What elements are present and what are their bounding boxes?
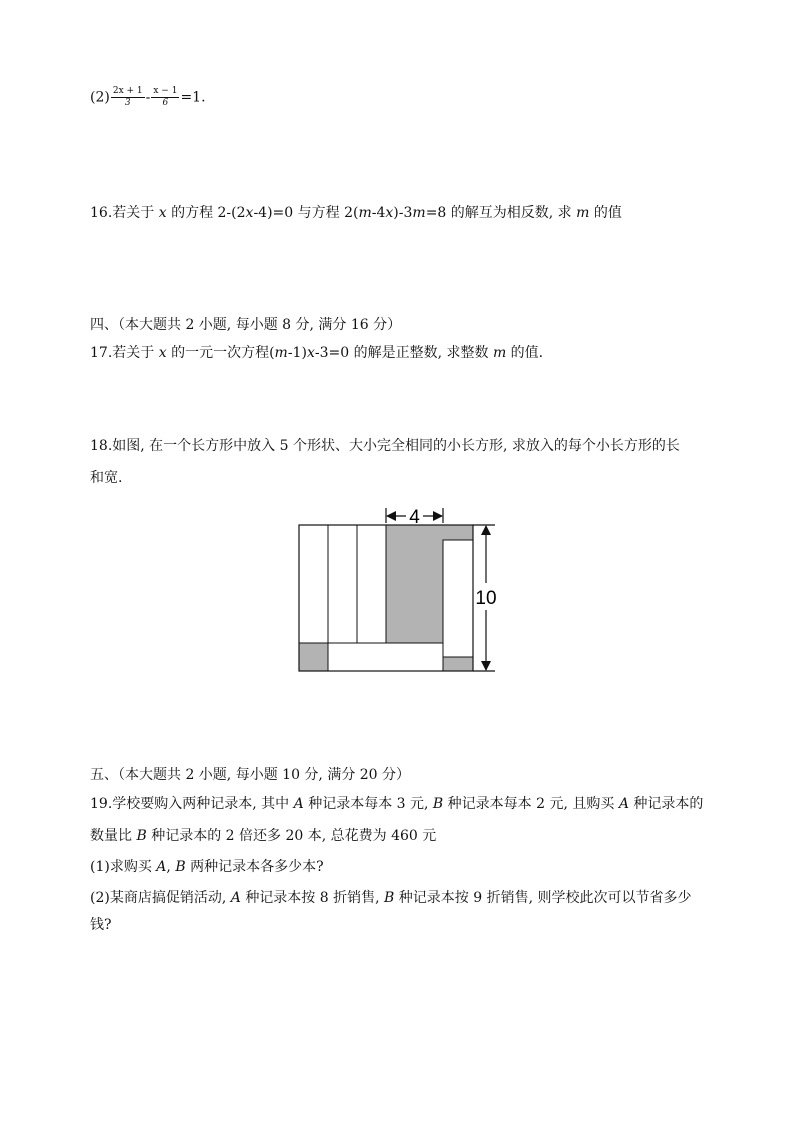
var-x: x xyxy=(306,345,315,361)
height-label: 10 xyxy=(475,588,497,609)
var-A: A xyxy=(618,796,629,812)
q17-text-3: -1) xyxy=(287,345,307,361)
var-A: A xyxy=(156,859,167,875)
var-A: A xyxy=(230,890,241,906)
var-B: B xyxy=(432,796,444,812)
var-x: x xyxy=(245,205,254,221)
q19-text: 种记录本的 xyxy=(633,796,704,812)
question-19-part-2-line-1 xyxy=(90,888,692,908)
q19-text: , xyxy=(166,859,171,875)
var-m: m xyxy=(412,205,426,221)
q19-text: 种记录本的 2 倍还多 20 本, 总花费为 460 元 xyxy=(151,828,437,844)
question-19-part-1 xyxy=(90,857,324,877)
small-rectangle-5 xyxy=(443,540,473,657)
fraction-2-denominator: 6 xyxy=(162,98,169,108)
q16-text-5: )-3 xyxy=(393,205,413,221)
var-m: m xyxy=(358,205,372,221)
q16-text-6: =8 的解互为相反数, 求 xyxy=(425,205,572,221)
question-18-line-2: 和宽. xyxy=(90,470,123,486)
rectangles-figure xyxy=(290,503,510,678)
q17-text-5: 的值. xyxy=(510,345,544,361)
shaded-corner-bottom-right xyxy=(443,657,473,671)
q19-text: 19.学校要购入两种记录本, 其中 xyxy=(90,796,290,812)
question-19-part-2-line-2: 钱? xyxy=(90,917,112,933)
q16-text-4: -4 xyxy=(371,205,386,221)
question-19-line-1 xyxy=(90,794,703,814)
var-m: m xyxy=(274,345,288,361)
q16-text-2: 的方程 2-(2 xyxy=(171,205,246,221)
var-x: x xyxy=(158,345,167,361)
q15-part2-equation xyxy=(90,86,206,109)
minus-sign: - xyxy=(145,89,151,106)
q15-part2-label: (2) xyxy=(90,89,110,106)
section-4-heading: 四、（本大题共 2 小题, 每小题 8 分, 满分 16 分） xyxy=(90,317,402,333)
question-17 xyxy=(90,343,543,363)
small-rectangle-3 xyxy=(357,525,386,643)
fraction-1-numerator: 2x + 1 xyxy=(112,86,143,96)
var-x: x xyxy=(158,205,167,221)
q17-text-2: 的一元一次方程( xyxy=(171,345,275,361)
var-A: A xyxy=(293,796,304,812)
var-B: B xyxy=(384,890,395,906)
question-18-line-1: 18.如图, 在一个长方形中放入 5 个形状、大小完全相同的小长方形, 求放入的每个小长方形的长 xyxy=(90,438,680,454)
q19-text: 种记录本每本 3 元, xyxy=(308,796,429,812)
var-B: B xyxy=(175,859,186,875)
q19-text: 种记录本按 8 折销售, xyxy=(245,890,380,906)
var-m: m xyxy=(576,205,590,221)
fraction-2 xyxy=(151,86,179,109)
fraction-1-denominator: 3 xyxy=(124,98,131,108)
equation-rhs: =1. xyxy=(180,89,206,106)
var-m: m xyxy=(492,345,507,361)
section-5-heading: 五、（本大题共 2 小题, 每小题 10 分, 满分 20 分） xyxy=(90,767,411,783)
q19-text: 两种记录本各多少本? xyxy=(190,859,324,875)
q16-text-1: 16.若关于 xyxy=(90,205,155,221)
fraction-2-numerator: x − 1 xyxy=(153,86,178,96)
fraction-1 xyxy=(111,86,145,109)
q19-text: 种记录本按 9 折销售, 则学校此次可以节省多少 xyxy=(398,890,692,906)
var-B: B xyxy=(136,828,147,844)
q19-text: 数量比 xyxy=(90,828,132,844)
var-x: x xyxy=(385,205,394,221)
small-rectangle-1 xyxy=(299,525,328,643)
question-19-line-2 xyxy=(90,826,436,846)
small-rectangle-4 xyxy=(328,643,443,671)
q17-text-1: 17.若关于 xyxy=(90,345,155,361)
small-rectangle-2 xyxy=(328,525,357,643)
q16-text-7: 的值 xyxy=(593,205,622,221)
q16-text-3: -4)=0 与方程 2( xyxy=(253,205,359,221)
q19-text: 种记录本每本 2 元, 且购买 xyxy=(447,796,615,812)
question-16 xyxy=(90,203,622,223)
q19-text: (2)某商店搞促销活动, xyxy=(90,890,227,906)
width-label: 4 xyxy=(409,507,420,528)
q19-text: (1)求购买 xyxy=(90,859,152,875)
shaded-corner-bottom-left xyxy=(299,643,328,671)
q17-text-4: -3=0 的解是正整数, 求整数 xyxy=(314,345,489,361)
